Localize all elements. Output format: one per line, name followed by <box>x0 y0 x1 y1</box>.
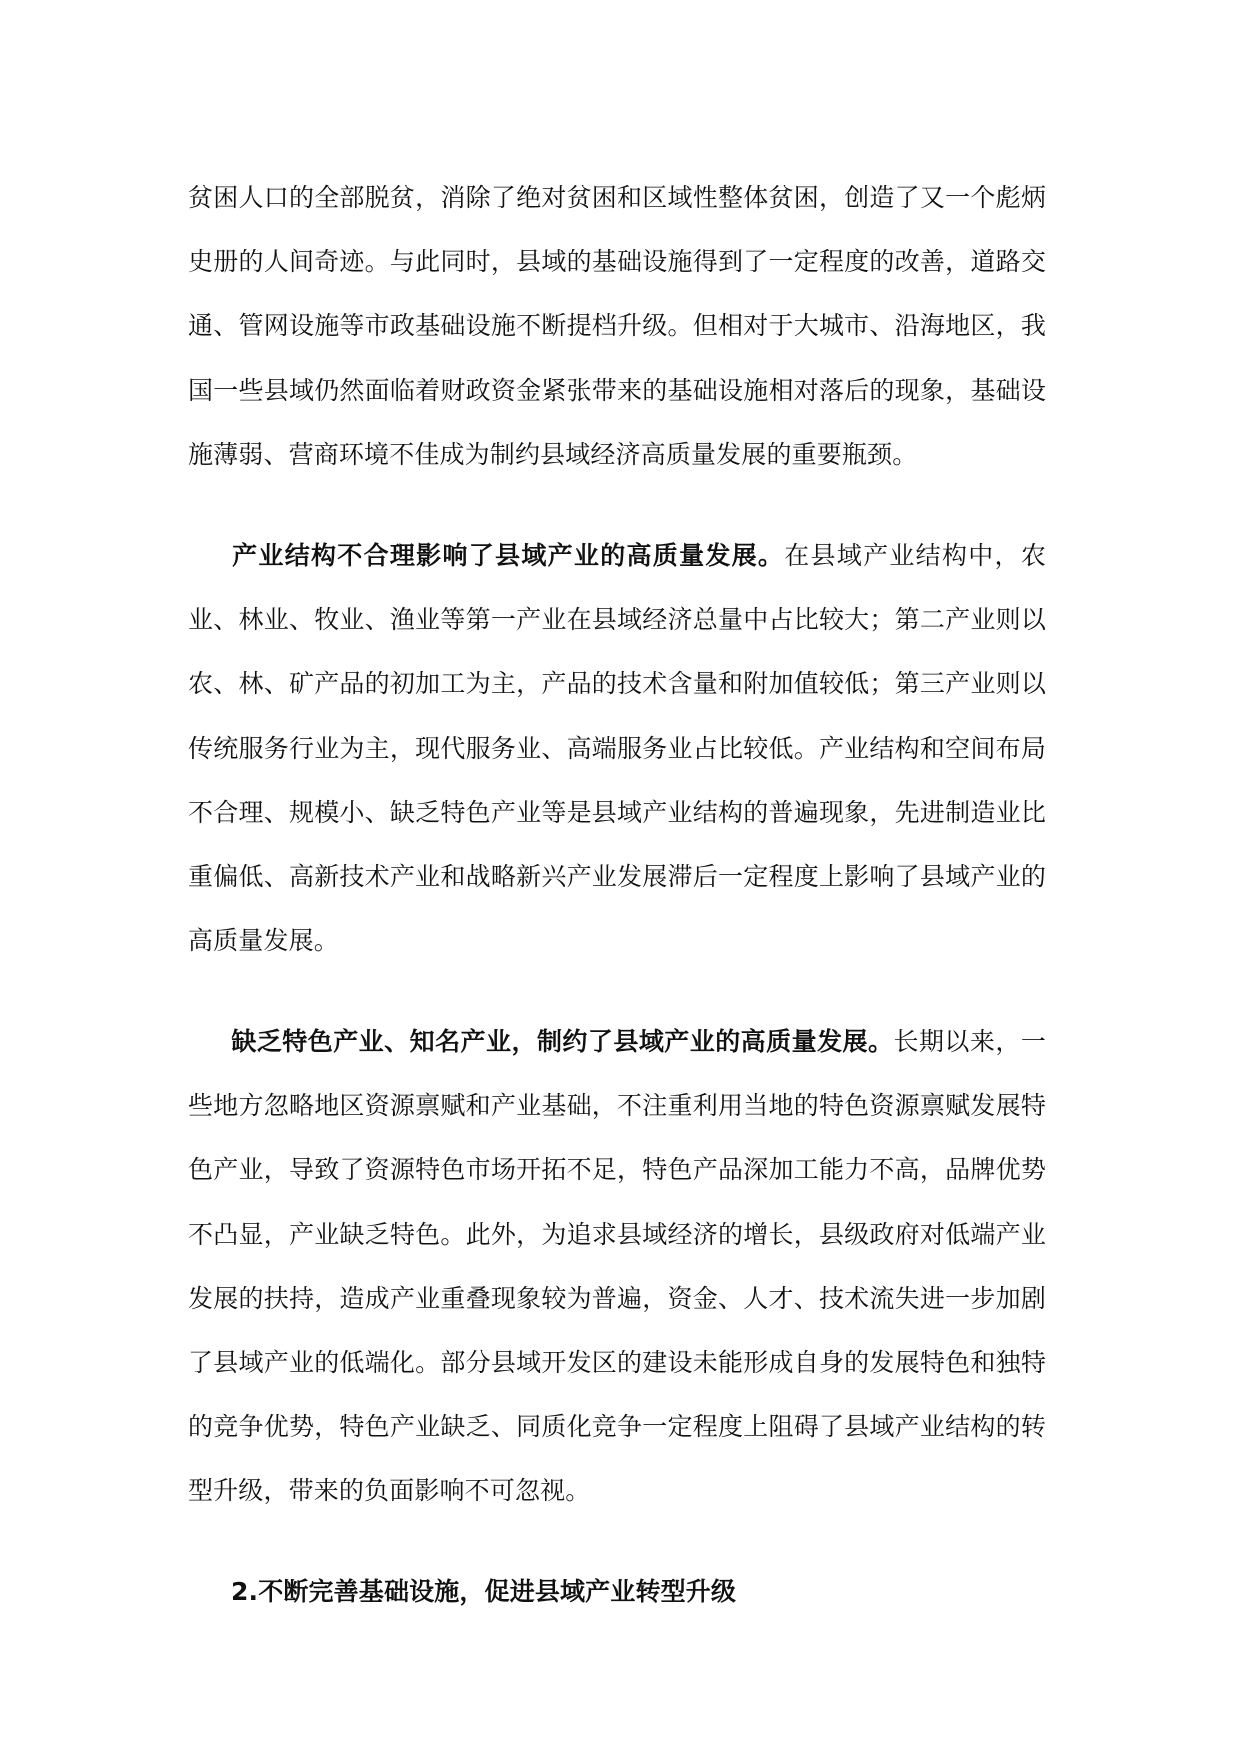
paragraph-body-text: 在县域产业结构中，农业、林业、牧业、渔业等第一产业在县域经济总量中占比较大；第二产业则以农、林、矿产品的初加工为主，产品的技术含量和附加值较低；第三产业则以传统服务行业为主，现代服务业、高端服务业占比较低。产业结构和空间布局不合理、规模小、缺乏特色产业等是县域产业结构的普遍现象，先进制造业比重偏低、高新技术产业和战略新兴产业发展滞后一定程度上影响了县域产业的高质量发展。 <box>188 541 1046 956</box>
paragraph-poverty-infrastructure: 贫困人口的全部脱贫，消除了绝对贫困和区域性整体贫困，创造了又一个彪炳史册的人间奇迹。与此同时，县域的基础设施得到了一定程度的改善，道路交通、管网设施等市政基础设施不断提档升级。但相对于大城市、沿海地区，我国一些县域仍然面临着财政资金紧张带来的基础设施相对落后的现象，基础设施薄弱、营商环境不佳成为制约县域经济高质量发展的重要瓶颈。 <box>188 183 1046 469</box>
paragraph-industry-structure <box>188 524 1046 973</box>
body-text-column <box>188 166 1046 1624</box>
paragraph-featured-industry <box>188 1010 1046 1523</box>
paragraph-lead-sentence: 产业结构不合理影响了县域产业的高质量发展。 <box>231 541 785 570</box>
section-heading: 2.不断完善基础设施，促进县域产业转型升级 <box>231 1577 737 1606</box>
paragraph-body-text: 长期以来，一些地方忽略地区资源禀赋和产业基础，不注重利用当地的特色资源禀赋发展特色产业，导致了资源特色市场开拓不足，特色产品深加工能力不高，品牌优势不凸显，产业缺乏特色。此外，为追求县域经济的增长，县级政府对低端产业发展的扶持，造成产业重叠现象较为普遍，资金、人才、技术流失进一步加剧了县域产业的低端化。部分县域开发区的建设未能形成自身的发展特色和独特的竞争优势，特色产业缺乏、同质化竞争一定程度上阻碍了县域产业结构的转型升级，带来的负面影响不可忽视。 <box>188 1027 1046 1506</box>
paragraph-lead-sentence: 缺乏特色产业、知名产业，制约了县域产业的高质量发展。 <box>231 1027 894 1056</box>
